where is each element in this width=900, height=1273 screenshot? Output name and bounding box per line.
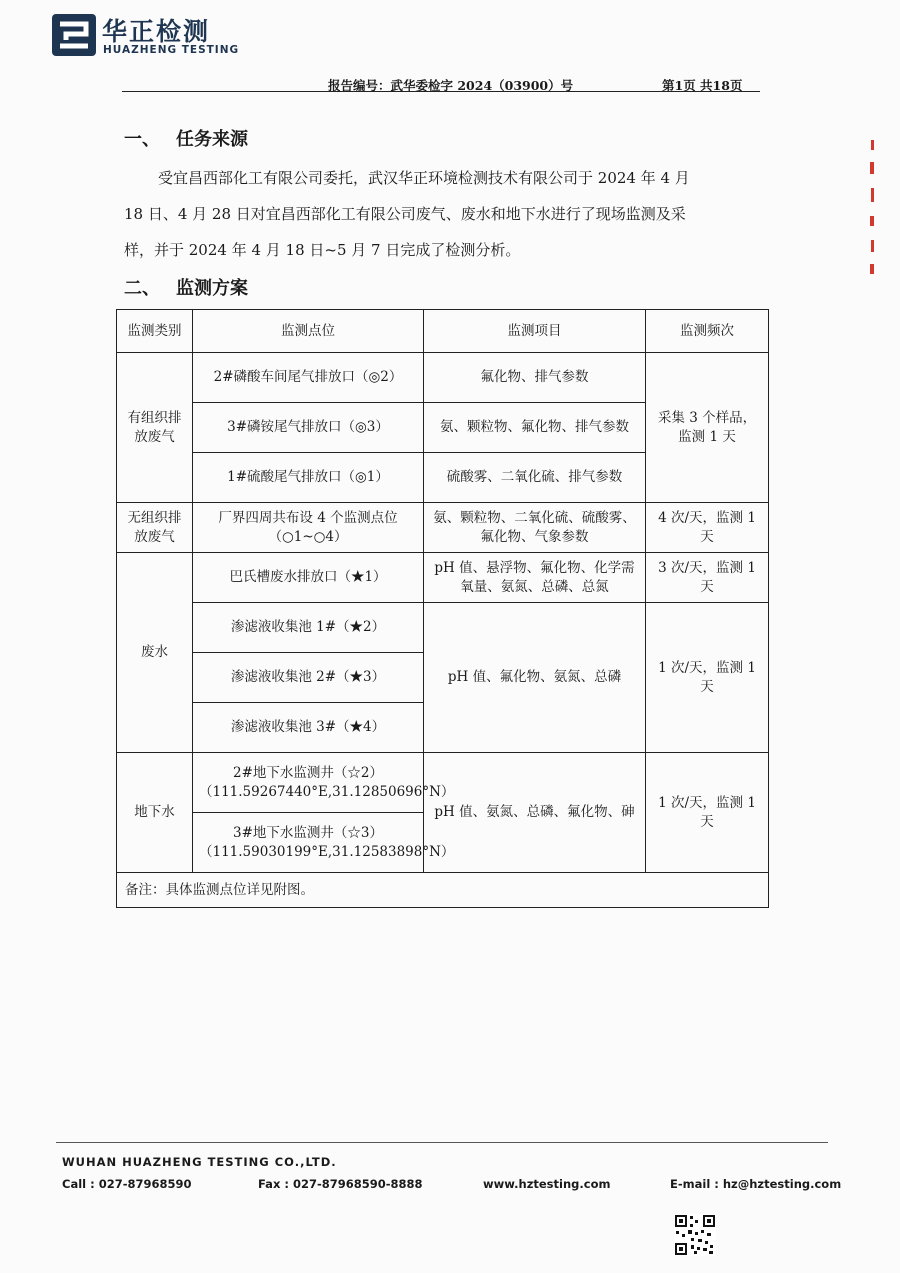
section-number: 一、 xyxy=(124,129,160,150)
monitoring-plan-table xyxy=(116,309,769,908)
table-row xyxy=(117,753,769,813)
header-point: 监测点位 xyxy=(193,310,424,353)
items-cell: 氨、颗粒物、氟化物、排气参数 xyxy=(424,403,646,453)
point-cell: 渗滤液收集池 2#（★3） xyxy=(193,653,424,703)
paragraph-line: 受宜昌西部化工有限公司委托，武汉华正环境检测技术有限公司于 2024 年 4 月 xyxy=(158,169,690,187)
items-cell: pH 值、悬浮物、氟化物、化学需氧量、氨氮、总磷、总氮 xyxy=(424,553,646,603)
point-cell: 3#磷铵尾气排放口（◎3） xyxy=(193,403,424,453)
items-cell: 氟化物、排气参数 xyxy=(424,353,646,403)
table-row xyxy=(117,603,769,653)
footer-company-name: WUHAN HUAZHENG TESTING CO.,LTD. xyxy=(62,1155,337,1169)
category-cell: 地下水 xyxy=(117,753,193,873)
frequency-cell: 1 次/天，监测 1 天 xyxy=(646,603,769,753)
frequency-cell: 采集 3 个样品，监测 1 天 xyxy=(646,353,769,503)
table-note: 备注：具体监测点位详见附图。 xyxy=(117,873,769,908)
section-heading-2 xyxy=(124,274,248,300)
items-cell: pH 值、氨氮、总磷、氟化物、砷 xyxy=(424,753,646,873)
point-cell: 渗滤液收集池 3#（★4） xyxy=(193,703,424,753)
table-header-row xyxy=(117,310,769,353)
items-cell: 硫酸雾、二氧化硫、排气参数 xyxy=(424,453,646,503)
qr-code-icon xyxy=(674,1214,716,1256)
point-cell: 1#硫酸尾气排放口（◎1） xyxy=(193,453,424,503)
table-row xyxy=(117,553,769,603)
task-source-paragraph xyxy=(124,160,774,268)
point-cell: 巴氏槽废水排放口（★1） xyxy=(193,553,424,603)
logo-chinese-name: 华正检测 xyxy=(102,17,211,46)
table-row xyxy=(117,353,769,403)
footer-email[interactable]: E-mail : hz@hztesting.com xyxy=(670,1177,842,1191)
footer-divider xyxy=(56,1142,828,1143)
paragraph-line: 18 日、4 月 28 日对宜昌西部化工有限公司废气、废水和地下水进行了现场监测及采 xyxy=(124,205,686,223)
section-title: 监测方案 xyxy=(176,278,248,299)
point-cell: 2#地下水监测井（☆2）（111.59267440°E,31.12850696°N） xyxy=(193,753,424,813)
footer-fax: Fax : 027-87968590-8888 xyxy=(258,1177,423,1191)
page-info: 第1页 共18页 xyxy=(662,78,743,93)
footer-website[interactable]: www.hztesting.com xyxy=(483,1177,611,1191)
section-heading-1 xyxy=(124,125,248,151)
header-items: 监测项目 xyxy=(424,310,646,353)
point-cell: 3#地下水监测井（☆3）（111.59030199°E,31.12583898°N） xyxy=(193,813,424,873)
point-cell: 2#磷酸车间尾气排放口（◎2） xyxy=(193,353,424,403)
items-cell: pH 值、氟化物、氨氮、总磷 xyxy=(424,603,646,753)
category-cell: 废水 xyxy=(117,553,193,753)
point-cell: 厂界四周共布设 4 个监测点位（○1~○4） xyxy=(193,503,424,553)
header-category: 监测类别 xyxy=(117,310,193,353)
table-note-row xyxy=(117,873,769,908)
paragraph-line: 样，并于 2024 年 4 月 18 日~5 月 7 日完成了检测分析。 xyxy=(124,241,521,259)
header-frequency: 监测频次 xyxy=(646,310,769,353)
seal-edge-mark-icon xyxy=(868,140,878,280)
point-cell: 渗滤液收集池 1#（★2） xyxy=(193,603,424,653)
frequency-cell: 4 次/天，监测 1 天 xyxy=(646,503,769,553)
logo-english-name: HUAZHENG TESTING xyxy=(103,44,240,56)
report-number: 报告编号：武华委检字 2024（03900）号 xyxy=(328,78,574,93)
items-cell: 氨、颗粒物、二氧化硫、硫酸雾、氟化物、气象参数 xyxy=(424,503,646,553)
footer-phone: Call : 027-87968590 xyxy=(62,1177,192,1191)
frequency-cell: 3 次/天，监测 1 天 xyxy=(646,553,769,603)
section-title: 任务来源 xyxy=(176,129,248,150)
category-cell: 有组织排放废气 xyxy=(117,353,193,503)
header-divider xyxy=(122,91,760,92)
category-cell: 无组织排放废气 xyxy=(117,503,193,553)
section-number: 二、 xyxy=(124,278,160,299)
table-row xyxy=(117,503,769,553)
logo-mark-icon xyxy=(52,14,96,56)
company-logo xyxy=(52,14,240,60)
frequency-cell: 1 次/天，监测 1 天 xyxy=(646,753,769,873)
